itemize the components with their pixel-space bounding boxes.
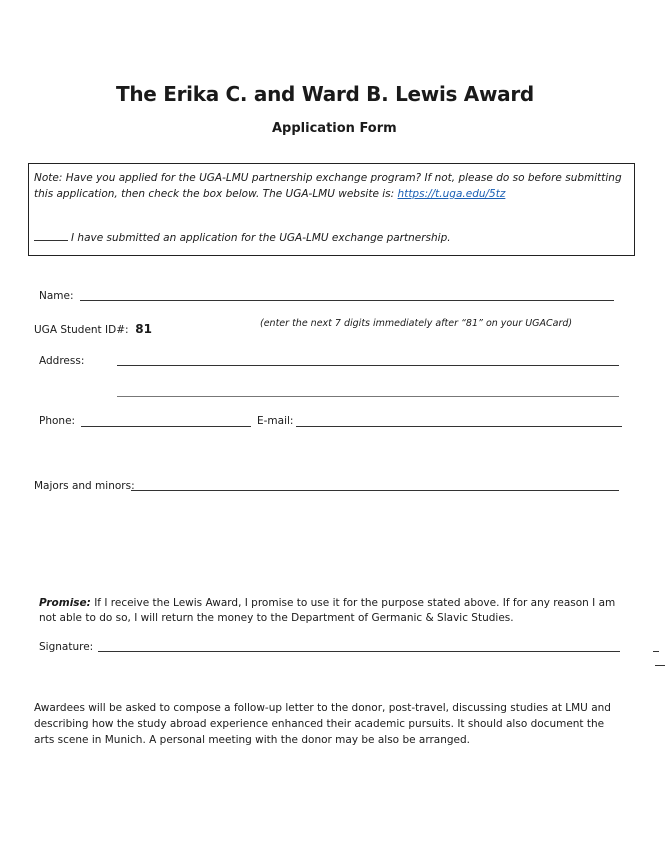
awardees-text: Awardees will be asked to compose a follow-up letter to the donor, post-travel, discussing studies at LMU and describing how the study abroad experience enhanced their academic pursuits. It should also document the arts scene in Munich. A personal meeting with the donor may be also be arranged. bbox=[34, 702, 611, 746]
promise-text: Promise: If I receive the Lewis Award, I promise to use it for the purpose stated above. If for any reason I am not able to do so, I will return the money to the Department of Germanic & Slavic Studies. bbox=[39, 597, 616, 624]
signature-field[interactable] bbox=[98, 651, 620, 652]
phone-label: Phone: bbox=[39, 415, 76, 427]
exchange-checkbox-blank[interactable] bbox=[34, 230, 68, 241]
margin-mark bbox=[655, 665, 665, 666]
email-field[interactable] bbox=[296, 426, 622, 427]
name-label: Name: bbox=[39, 290, 74, 302]
email-label: E-mail: bbox=[257, 415, 294, 427]
majors-field[interactable] bbox=[131, 490, 619, 491]
uga-lmu-link[interactable]: https://t.uga.edu/5tz bbox=[397, 188, 506, 200]
student-id-label: UGA Student ID#: 81 bbox=[34, 322, 152, 336]
form-title: The Erika C. and Ward B. Lewis Award bbox=[116, 82, 534, 106]
promise-label: Promise: bbox=[39, 597, 91, 609]
address-field-line2[interactable] bbox=[117, 396, 619, 397]
form-subtitle: Application Form bbox=[272, 121, 397, 136]
exchange-checkbox-row bbox=[34, 230, 451, 244]
exchange-checkbox-label: I have submitted an application for the UGA-LMU exchange partnership. bbox=[71, 232, 451, 244]
address-label: Address: bbox=[39, 355, 85, 367]
margin-mark bbox=[653, 651, 659, 652]
name-field[interactable] bbox=[80, 300, 614, 301]
address-field-line1[interactable] bbox=[117, 365, 619, 366]
student-id-prefix: 81 bbox=[135, 322, 152, 336]
note-text: Note: Have you applied for the UGA-LMU partnership exchange program? If not, please do so before submitting this application, then check the box below. The UGA-LMU website is: https://t.uga.edu/5tz bbox=[34, 172, 622, 200]
signature-label: Signature: bbox=[39, 641, 94, 653]
phone-field[interactable] bbox=[81, 426, 251, 427]
student-id-hint: (enter the next 7 digits immediately after “81” on your UGACard) bbox=[260, 318, 573, 329]
majors-label: Majors and minors: bbox=[34, 480, 135, 492]
